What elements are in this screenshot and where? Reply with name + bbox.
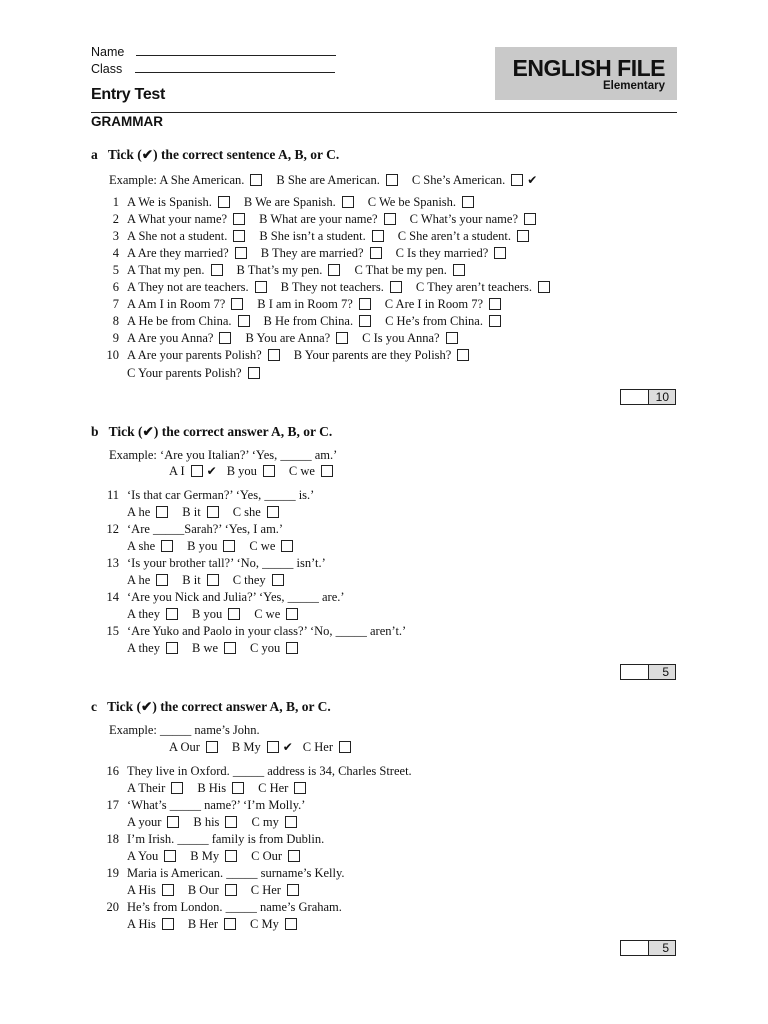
answer-options xyxy=(127,640,298,656)
checkbox-checked[interactable] xyxy=(191,465,203,477)
checkbox[interactable] xyxy=(446,332,458,344)
answer-option: B it xyxy=(182,505,201,519)
answer-option: C they xyxy=(232,573,266,587)
answer-option: A he xyxy=(127,573,151,587)
checkbox[interactable] xyxy=(342,196,354,208)
example-option: C She’s American. xyxy=(411,173,506,187)
answer-option: A he xyxy=(127,505,151,519)
answer-options xyxy=(127,882,299,898)
question-item xyxy=(101,279,550,295)
checkbox[interactable] xyxy=(285,816,297,828)
logo-title: ENGLISH FILE xyxy=(512,55,665,81)
checkbox[interactable] xyxy=(321,465,333,477)
checkbox[interactable] xyxy=(285,918,297,930)
checkbox[interactable] xyxy=(225,850,237,862)
answer-options xyxy=(127,606,298,622)
question-number: 5 xyxy=(112,263,119,277)
answer-option: C My xyxy=(250,917,279,931)
checkbox[interactable] xyxy=(224,918,236,930)
score-value: 5 xyxy=(662,665,669,679)
checkbox[interactable] xyxy=(228,608,240,620)
answer-option: A We is Spanish. xyxy=(127,195,212,209)
checkbox[interactable] xyxy=(286,642,298,654)
checkbox[interactable] xyxy=(235,247,247,259)
checkbox[interactable] xyxy=(489,298,501,310)
question-number: 7 xyxy=(112,297,119,311)
checkbox[interactable] xyxy=(359,315,371,327)
checkbox[interactable] xyxy=(171,782,183,794)
checkbox[interactable] xyxy=(453,264,465,276)
score-box-b xyxy=(620,664,676,680)
question-number: 13 xyxy=(106,556,119,570)
answer-option: C my xyxy=(251,815,279,829)
example-option: Example: A She American. xyxy=(109,173,245,187)
section-a-heading xyxy=(91,147,339,163)
section-c-example-options: A Our B My ✔ C Her xyxy=(169,739,351,755)
question-item xyxy=(101,589,345,605)
answer-option: A He be from China. xyxy=(127,314,232,328)
question-item xyxy=(101,899,342,915)
example-option: B She are American. xyxy=(276,173,380,187)
section-a-instruction: Tick (✔) the correct sentence A, B, or C. xyxy=(107,147,340,162)
answer-option: B She isn’t a student. xyxy=(259,229,366,243)
answer-option: B My xyxy=(190,849,220,863)
answer-option: C Her xyxy=(258,781,289,795)
checkbox[interactable] xyxy=(224,642,236,654)
answer-option: B Our xyxy=(187,883,219,897)
checkbox[interactable] xyxy=(328,264,340,276)
question-number: 11 xyxy=(106,488,119,502)
checkbox[interactable] xyxy=(225,884,237,896)
question-item xyxy=(101,831,324,847)
question-number: 3 xyxy=(112,229,119,243)
question-item xyxy=(101,228,529,244)
answer-option: A What your name? xyxy=(127,212,228,226)
tick-icon: ✔ xyxy=(527,173,538,187)
question-text: He’s from London. _____ name’s Graham. xyxy=(127,900,342,914)
question-item xyxy=(101,763,412,779)
answer-option: C we xyxy=(254,607,281,621)
checkbox[interactable] xyxy=(336,332,348,344)
section-c-letter: c xyxy=(91,699,97,714)
score-box-a xyxy=(620,389,676,405)
section-b-example-options: A I ✔ B you C we xyxy=(169,463,333,479)
checkbox[interactable] xyxy=(233,230,245,242)
question-item xyxy=(101,555,326,571)
answer-option: A That my pen. xyxy=(127,263,205,277)
question-item xyxy=(101,865,345,881)
answer-option: C Her xyxy=(250,883,281,897)
checkbox[interactable] xyxy=(263,465,275,477)
question-number: 4 xyxy=(112,246,119,260)
page-title: Entry Test xyxy=(91,86,166,103)
question-number: 14 xyxy=(106,590,119,604)
answer-option: A You xyxy=(127,849,159,863)
answer-option: A your xyxy=(127,815,162,829)
answer-option: B We are Spanish. xyxy=(243,195,336,209)
section-a-letter: a xyxy=(91,147,98,162)
answer-option: A they xyxy=(127,641,160,655)
checkbox[interactable] xyxy=(219,332,231,344)
question-item xyxy=(101,245,506,261)
english-file-logo xyxy=(495,47,677,100)
answer-option: C What’s your name? xyxy=(409,212,519,226)
question-text: They live in Oxford. _____ address is 34, Charles Street. xyxy=(127,764,412,778)
answer-option: C He’s from China. xyxy=(385,314,483,328)
section-c-heading xyxy=(91,699,331,715)
answer-option: A She not a student. xyxy=(127,229,228,243)
answer-options xyxy=(127,814,297,830)
answer-option: B Her xyxy=(187,917,219,931)
tick-icon: ✔ xyxy=(206,464,217,478)
answer-option: C They aren’t teachers. xyxy=(415,280,532,294)
answer-option: A They not are teachers. xyxy=(127,280,249,294)
section-title: GRAMMAR xyxy=(91,114,163,129)
question-item xyxy=(101,211,536,227)
question-text: ‘Is your brother tall?’ ‘No, _____ isn’t.’ xyxy=(127,556,326,570)
answer-option: B His xyxy=(197,781,227,795)
answer-option: C Our xyxy=(251,849,283,863)
checkbox[interactable] xyxy=(206,741,218,753)
name-label-row xyxy=(91,45,336,59)
checkbox[interactable] xyxy=(218,196,230,208)
question-item xyxy=(101,313,501,329)
answer-option: B He from China. xyxy=(263,314,354,328)
question-item xyxy=(101,296,501,312)
checkbox[interactable] xyxy=(386,174,398,186)
answer-options xyxy=(127,780,306,796)
checkbox[interactable] xyxy=(494,247,506,259)
question-text: ‘What’s _____ name?’ ‘I’m Molly.’ xyxy=(127,798,306,812)
section-b-letter: b xyxy=(91,424,99,439)
checkbox[interactable] xyxy=(359,298,371,310)
checkbox[interactable] xyxy=(231,298,243,310)
question-number: 10 xyxy=(106,348,119,362)
checkbox[interactable] xyxy=(390,281,402,293)
answer-options xyxy=(127,916,297,932)
class-label: Class xyxy=(91,62,123,76)
checkbox[interactable] xyxy=(232,782,244,794)
checkbox[interactable] xyxy=(164,850,176,862)
answer-option: C Is they married? xyxy=(395,246,489,260)
checkbox[interactable] xyxy=(211,264,223,276)
score-value: 10 xyxy=(655,390,669,404)
score-value: 5 xyxy=(662,941,669,955)
question-text: ‘Are _____Sarah?’ ‘Yes, I am.’ xyxy=(127,522,284,536)
checkbox[interactable] xyxy=(250,174,262,186)
question-number: 9 xyxy=(112,331,119,345)
question-text: ‘Are Yuko and Paolo in your class?’ ‘No, _____ aren’t.’ xyxy=(127,624,407,638)
header-divider xyxy=(91,112,677,113)
answer-option: B I am in Room 7? xyxy=(257,297,353,311)
checkbox[interactable] xyxy=(339,741,351,753)
checkbox[interactable] xyxy=(167,816,179,828)
question-text: ‘Is that car German?’ ‘Yes, _____ is.’ xyxy=(127,488,315,502)
checkbox[interactable] xyxy=(384,213,396,225)
answer-options xyxy=(127,572,284,588)
question-number: 12 xyxy=(106,522,119,536)
answer-option: B his xyxy=(193,815,220,829)
answer-option: C Are I in Room 7? xyxy=(384,297,484,311)
answer-option: A they xyxy=(127,607,160,621)
question-item xyxy=(101,194,474,210)
answer-option: B you xyxy=(187,539,218,553)
checkbox[interactable] xyxy=(288,850,300,862)
checkbox[interactable] xyxy=(538,281,550,293)
question-item xyxy=(101,623,406,639)
question-number: 19 xyxy=(106,866,119,880)
checkbox[interactable] xyxy=(294,782,306,794)
question-number: 1 xyxy=(112,195,119,209)
answer-option: C she xyxy=(232,505,261,519)
question-number: 15 xyxy=(106,624,119,638)
checkbox[interactable] xyxy=(248,367,260,379)
question-number: 2 xyxy=(112,212,119,226)
item-10-option-c: C Your parents Polish? xyxy=(127,365,274,381)
question-text: I’m Irish. _____ family is from Dublin. xyxy=(127,832,325,846)
checkbox[interactable] xyxy=(272,574,284,586)
tick-icon: ✔ xyxy=(282,740,293,754)
answer-option: B They are married? xyxy=(260,246,364,260)
answer-option: C Is you Anna? xyxy=(362,331,440,345)
answer-option: C We be Spanish. xyxy=(367,195,457,209)
section-b-instruction: Tick (✔) the correct answer A, B, or C. xyxy=(108,424,333,439)
question-number: 6 xyxy=(112,280,119,294)
answer-option: A Are you Anna? xyxy=(127,331,214,345)
score-box-c xyxy=(620,940,676,956)
question-number: 16 xyxy=(106,764,119,778)
checkbox[interactable] xyxy=(255,281,267,293)
checkbox[interactable] xyxy=(517,230,529,242)
question-item xyxy=(101,521,283,537)
checkbox[interactable] xyxy=(162,884,174,896)
class-field[interactable] xyxy=(135,62,335,73)
question-text: Maria is American. _____ surname’s Kelly. xyxy=(127,866,345,880)
checkbox[interactable] xyxy=(524,213,536,225)
question-item xyxy=(101,347,469,363)
checkbox[interactable] xyxy=(207,574,219,586)
answer-options xyxy=(127,504,279,520)
answer-option: A His xyxy=(127,917,156,931)
checkbox[interactable] xyxy=(489,315,501,327)
checkbox-checked[interactable] xyxy=(267,741,279,753)
answer-option: C you xyxy=(250,641,281,655)
answer-option: B What are your name? xyxy=(259,212,378,226)
checkbox[interactable] xyxy=(462,196,474,208)
answer-option: C She aren’t a student. xyxy=(397,229,512,243)
question-item xyxy=(101,487,314,503)
section-a-example xyxy=(109,172,547,188)
checkbox[interactable] xyxy=(286,608,298,620)
question-text: ‘Are you Nick and Julia?’ ‘Yes, _____ are.’ xyxy=(127,590,345,604)
section-b-heading xyxy=(91,424,332,440)
checkbox[interactable] xyxy=(238,315,250,327)
checkbox[interactable] xyxy=(156,574,168,586)
answer-options xyxy=(127,538,293,554)
checkbox[interactable] xyxy=(162,918,174,930)
answer-option: B Your parents are they Polish? xyxy=(293,348,452,362)
question-number: 17 xyxy=(106,798,119,812)
answer-option: B it xyxy=(182,573,201,587)
answer-option: A Am I in Room 7? xyxy=(127,297,226,311)
checkbox[interactable] xyxy=(207,506,219,518)
question-item xyxy=(101,262,465,278)
answer-options xyxy=(127,848,300,864)
checkbox[interactable] xyxy=(233,213,245,225)
question-number: 20 xyxy=(106,900,119,914)
name-field[interactable] xyxy=(136,45,336,56)
question-item xyxy=(101,330,458,346)
answer-option: A she xyxy=(127,539,156,553)
answer-option: A His xyxy=(127,883,156,897)
checkbox[interactable] xyxy=(372,230,384,242)
name-label: Name xyxy=(91,45,125,59)
answer-option: A Their xyxy=(127,781,166,795)
question-number: 8 xyxy=(112,314,119,328)
answer-option: A Are your parents Polish? xyxy=(127,348,262,362)
checkbox-checked[interactable] xyxy=(511,174,523,186)
checkbox[interactable] xyxy=(223,540,235,552)
checkbox[interactable] xyxy=(457,349,469,361)
answer-option: B They not teachers. xyxy=(280,280,384,294)
checkbox[interactable] xyxy=(267,506,279,518)
answer-option: C That be my pen. xyxy=(354,263,447,277)
checkbox[interactable] xyxy=(166,642,178,654)
section-b-example-question: Example: ‘Are you Italian?’ ‘Yes, _____ am.’ xyxy=(109,448,338,462)
section-c-example-question: Example: _____ name’s John. xyxy=(109,723,260,737)
checkbox[interactable] xyxy=(166,608,178,620)
checkbox[interactable] xyxy=(281,540,293,552)
section-c-instruction: Tick (✔) the correct answer A, B, or C. xyxy=(107,699,331,714)
question-number: 18 xyxy=(106,832,119,846)
answer-option: C we xyxy=(249,539,276,553)
question-item xyxy=(101,797,305,813)
checkbox[interactable] xyxy=(225,816,237,828)
class-label-row xyxy=(91,62,335,76)
checkbox[interactable] xyxy=(161,540,173,552)
checkbox[interactable] xyxy=(268,349,280,361)
answer-option: B That’s my pen. xyxy=(236,263,323,277)
answer-option: B you xyxy=(191,607,223,621)
checkbox[interactable] xyxy=(156,506,168,518)
checkbox[interactable] xyxy=(287,884,299,896)
answer-option: B You are Anna? xyxy=(245,331,331,345)
answer-option: A Are they married? xyxy=(127,246,229,260)
checkbox[interactable] xyxy=(370,247,382,259)
logo-subtitle: Elementary xyxy=(602,80,665,92)
answer-option: B we xyxy=(191,641,219,655)
